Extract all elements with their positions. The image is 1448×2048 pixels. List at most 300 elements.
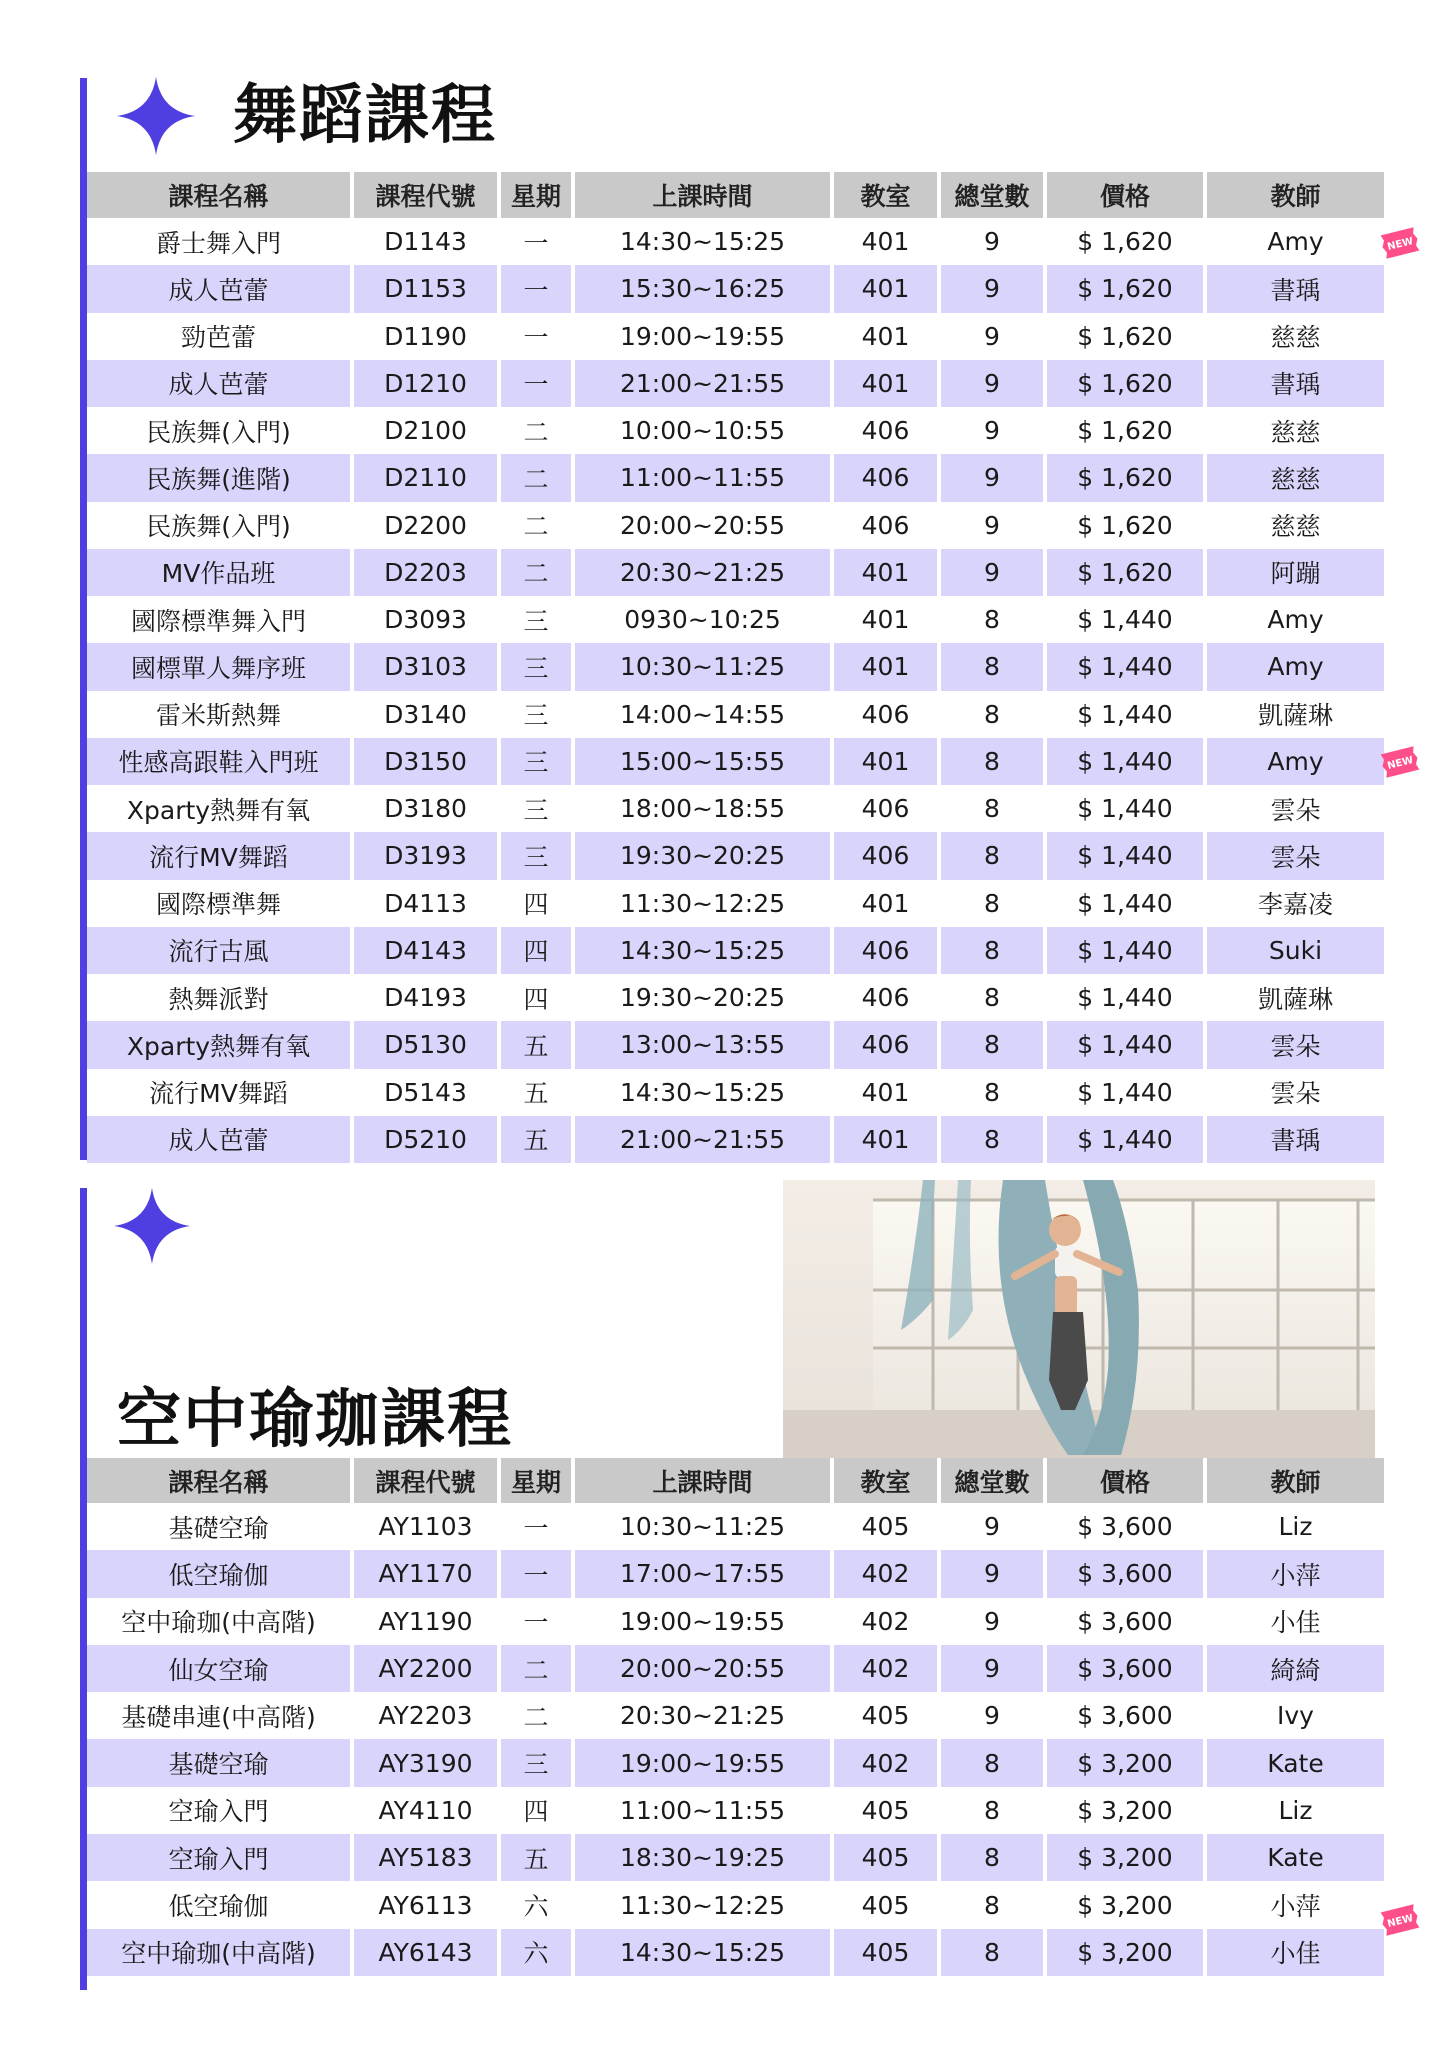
session-count-cell: 8 — [939, 1021, 1045, 1068]
weekday-cell: 二 — [499, 1692, 573, 1739]
class-time-cell: 14:30~15:25 — [573, 1069, 832, 1116]
table-row — [87, 407, 1384, 454]
class-time-cell: 10:00~10:55 — [573, 407, 832, 454]
classroom-cell: 406 — [832, 454, 939, 501]
course-name-cell: 仙女空瑜 — [87, 1645, 352, 1692]
column-header-price: 價格 — [1045, 172, 1205, 218]
classroom-cell: 402 — [832, 1598, 939, 1645]
course-name-cell: 流行古風 — [87, 927, 352, 974]
price-cell: $ 3,600 — [1045, 1645, 1205, 1692]
course-code-cell: D1153 — [352, 265, 499, 312]
class-time-cell: 14:00~14:55 — [573, 691, 832, 738]
teacher-cell: Kate — [1205, 1739, 1384, 1786]
teacher-cell: 慈慈 — [1205, 454, 1384, 501]
course-code-cell: AY5183 — [352, 1834, 499, 1881]
session-count-cell: 9 — [939, 454, 1045, 501]
session-count-cell: 8 — [939, 927, 1045, 974]
table-row — [87, 1692, 1384, 1739]
table-row — [87, 502, 1384, 549]
teacher-cell: Liz — [1205, 1787, 1384, 1834]
column-header-price: 價格 — [1045, 1458, 1205, 1503]
teacher-cell: 書瑀 — [1205, 265, 1384, 312]
classroom-cell: 406 — [832, 832, 939, 879]
weekday-cell: 二 — [499, 502, 573, 549]
session-count-cell: 8 — [939, 785, 1045, 832]
course-code-cell: D3093 — [352, 596, 499, 643]
price-cell: $ 1,440 — [1045, 1069, 1205, 1116]
class-time-cell: 21:00~21:55 — [573, 1116, 832, 1163]
new-badge-text: NEW — [1386, 1912, 1415, 1930]
course-name-cell: 基礎空瑜 — [87, 1739, 352, 1786]
teacher-cell: Kate — [1205, 1834, 1384, 1881]
course-code-cell: D1143 — [352, 218, 499, 265]
classroom-cell: 406 — [832, 927, 939, 974]
session-count-cell: 8 — [939, 1881, 1045, 1928]
price-cell: $ 1,440 — [1045, 880, 1205, 927]
table-row — [87, 1550, 1384, 1597]
weekday-cell: 五 — [499, 1116, 573, 1163]
class-time-cell: 21:00~21:55 — [573, 360, 832, 407]
course-code-cell: D3103 — [352, 643, 499, 690]
course-name-cell: 民族舞(入門) — [87, 502, 352, 549]
class-time-cell: 13:00~13:55 — [573, 1021, 832, 1068]
classroom-cell: 401 — [832, 313, 939, 360]
session-count-cell: 8 — [939, 1069, 1045, 1116]
course-name-cell: 空瑜入門 — [87, 1834, 352, 1881]
price-cell: $ 1,620 — [1045, 313, 1205, 360]
price-cell: $ 1,440 — [1045, 596, 1205, 643]
course-name-cell: 成人芭蕾 — [87, 360, 352, 407]
course-name-cell: 勁芭蕾 — [87, 313, 352, 360]
table-row — [87, 1787, 1384, 1834]
weekday-cell: 一 — [499, 313, 573, 360]
column-header-time: 上課時間 — [573, 172, 832, 218]
table-row — [87, 1834, 1384, 1881]
diamond-icon — [117, 77, 195, 155]
class-time-cell: 10:30~11:25 — [573, 1503, 832, 1550]
course-name-cell: 爵士舞入門 — [87, 218, 352, 265]
column-header-name: 課程名稱 — [87, 172, 352, 218]
price-cell: $ 1,620 — [1045, 218, 1205, 265]
class-time-cell: 20:30~21:25 — [573, 549, 832, 596]
weekday-cell: 三 — [499, 691, 573, 738]
teacher-cell: Liz — [1205, 1503, 1384, 1550]
weekday-cell: 二 — [499, 407, 573, 454]
course-name-cell: 空中瑜珈(中高階) — [87, 1929, 352, 1976]
session-count-cell: 8 — [939, 691, 1045, 738]
weekday-cell: 一 — [499, 1598, 573, 1645]
column-header-code: 課程代號 — [352, 172, 499, 218]
session-count-cell: 9 — [939, 360, 1045, 407]
teacher-cell: 雲朵 — [1205, 1069, 1384, 1116]
classroom-cell: 402 — [832, 1550, 939, 1597]
new-badge-icon — [1380, 1904, 1420, 1936]
course-code-cell: AY1103 — [352, 1503, 499, 1550]
table-row — [87, 1645, 1384, 1692]
course-code-cell: AY4110 — [352, 1787, 499, 1834]
price-cell: $ 1,440 — [1045, 738, 1205, 785]
teacher-cell: 李嘉凌 — [1205, 880, 1384, 927]
dance-section-accent-bar — [80, 78, 87, 1160]
price-cell: $ 1,620 — [1045, 360, 1205, 407]
classroom-cell: 405 — [832, 1881, 939, 1928]
price-cell: $ 3,600 — [1045, 1550, 1205, 1597]
table-header-row — [87, 172, 1384, 218]
course-name-cell: 流行MV舞蹈 — [87, 832, 352, 879]
price-cell: $ 1,440 — [1045, 1021, 1205, 1068]
course-name-cell: 民族舞(入門) — [87, 407, 352, 454]
teacher-cell: 凱薩琳 — [1205, 974, 1384, 1021]
session-count-cell: 8 — [939, 974, 1045, 1021]
table-row — [87, 1116, 1384, 1163]
weekday-cell: 一 — [499, 265, 573, 312]
weekday-cell: 六 — [499, 1881, 573, 1928]
price-cell: $ 1,620 — [1045, 265, 1205, 312]
class-time-cell: 14:30~15:25 — [573, 1929, 832, 1976]
classroom-cell: 401 — [832, 218, 939, 265]
course-code-cell: AY2200 — [352, 1645, 499, 1692]
price-cell: $ 1,440 — [1045, 785, 1205, 832]
yoga-course-table — [87, 1458, 1384, 1976]
course-code-cell: D4113 — [352, 880, 499, 927]
course-code-cell: AY1170 — [352, 1550, 499, 1597]
price-cell: $ 1,440 — [1045, 1116, 1205, 1163]
course-code-cell: D3150 — [352, 738, 499, 785]
teacher-cell: 小佳 — [1205, 1598, 1384, 1645]
session-count-cell: 9 — [939, 1503, 1045, 1550]
column-header-teacher: 教師 — [1205, 172, 1384, 218]
course-code-cell: D2100 — [352, 407, 499, 454]
class-time-cell: 18:30~19:25 — [573, 1834, 832, 1881]
course-code-cell: D3140 — [352, 691, 499, 738]
weekday-cell: 三 — [499, 832, 573, 879]
course-name-cell: 流行MV舞蹈 — [87, 1069, 352, 1116]
column-header-teacher: 教師 — [1205, 1458, 1384, 1503]
course-code-cell: D2110 — [352, 454, 499, 501]
weekday-cell: 二 — [499, 454, 573, 501]
teacher-cell: 小萍 — [1205, 1550, 1384, 1597]
classroom-cell: 401 — [832, 1116, 939, 1163]
teacher-cell: Ivy — [1205, 1692, 1384, 1739]
weekday-cell: 一 — [499, 218, 573, 265]
session-count-cell: 9 — [939, 1692, 1045, 1739]
table-row — [87, 927, 1384, 974]
classroom-cell: 406 — [832, 407, 939, 454]
weekday-cell: 四 — [499, 1787, 573, 1834]
teacher-cell: 慈慈 — [1205, 502, 1384, 549]
column-header-room: 教室 — [832, 1458, 939, 1503]
teacher-cell: Amy — [1205, 596, 1384, 643]
price-cell: $ 1,440 — [1045, 927, 1205, 974]
course-code-cell: AY3190 — [352, 1739, 499, 1786]
column-header-code: 課程代號 — [352, 1458, 499, 1503]
class-time-cell: 14:30~15:25 — [573, 218, 832, 265]
session-count-cell: 9 — [939, 407, 1045, 454]
teacher-cell: 阿蹦 — [1205, 549, 1384, 596]
dance-section-title: 舞蹈課程 — [233, 79, 497, 153]
course-code-cell: D5143 — [352, 1069, 499, 1116]
teacher-cell: 小萍 — [1205, 1881, 1384, 1928]
price-cell: $ 1,620 — [1045, 549, 1205, 596]
price-cell: $ 1,440 — [1045, 643, 1205, 690]
class-time-cell: 11:00~11:55 — [573, 1787, 832, 1834]
table-row — [87, 1739, 1384, 1786]
weekday-cell: 五 — [499, 1834, 573, 1881]
classroom-cell: 405 — [832, 1834, 939, 1881]
weekday-cell: 五 — [499, 1021, 573, 1068]
session-count-cell: 9 — [939, 502, 1045, 549]
course-code-cell: AY6113 — [352, 1881, 499, 1928]
weekday-cell: 一 — [499, 1503, 573, 1550]
new-badge-text: NEW — [1386, 754, 1415, 772]
course-name-cell: 性感高跟鞋入門班 — [87, 738, 352, 785]
classroom-cell: 406 — [832, 785, 939, 832]
classroom-cell: 401 — [832, 738, 939, 785]
weekday-cell: 四 — [499, 927, 573, 974]
class-time-cell: 11:30~12:25 — [573, 1881, 832, 1928]
table-row — [87, 1503, 1384, 1550]
weekday-cell: 一 — [499, 1550, 573, 1597]
class-time-cell: 20:00~20:55 — [573, 1645, 832, 1692]
weekday-cell: 二 — [499, 549, 573, 596]
course-name-cell: 雷米斯熱舞 — [87, 691, 352, 738]
session-count-cell: 9 — [939, 218, 1045, 265]
session-count-cell: 9 — [939, 265, 1045, 312]
class-time-cell: 19:00~19:55 — [573, 313, 832, 360]
class-time-cell: 14:30~15:25 — [573, 927, 832, 974]
teacher-cell: 雲朵 — [1205, 1021, 1384, 1068]
teacher-cell: Amy — [1205, 218, 1384, 265]
teacher-cell: 雲朵 — [1205, 785, 1384, 832]
weekday-cell: 四 — [499, 880, 573, 927]
classroom-cell: 406 — [832, 502, 939, 549]
table-row — [87, 1069, 1384, 1116]
course-code-cell: AY1190 — [352, 1598, 499, 1645]
classroom-cell: 405 — [832, 1692, 939, 1739]
session-count-cell: 9 — [939, 1645, 1045, 1692]
teacher-cell: Amy — [1205, 738, 1384, 785]
classroom-cell: 401 — [832, 643, 939, 690]
table-row — [87, 1881, 1384, 1928]
table-row — [87, 974, 1384, 1021]
price-cell: $ 3,600 — [1045, 1503, 1205, 1550]
class-time-cell: 19:00~19:55 — [573, 1739, 832, 1786]
table-row — [87, 832, 1384, 879]
classroom-cell: 401 — [832, 880, 939, 927]
course-name-cell: 低空瑜伽 — [87, 1881, 352, 1928]
course-name-cell: 熱舞派對 — [87, 974, 352, 1021]
course-name-cell: 成人芭蕾 — [87, 265, 352, 312]
course-name-cell: Xparty熱舞有氧 — [87, 785, 352, 832]
session-count-cell: 8 — [939, 832, 1045, 879]
course-code-cell: D3180 — [352, 785, 499, 832]
column-header-name: 課程名稱 — [87, 1458, 352, 1503]
weekday-cell: 四 — [499, 974, 573, 1021]
column-header-room: 教室 — [832, 172, 939, 218]
classroom-cell: 401 — [832, 549, 939, 596]
course-code-cell: D1190 — [352, 313, 499, 360]
weekday-cell: 三 — [499, 785, 573, 832]
class-time-cell: 11:00~11:55 — [573, 454, 832, 501]
course-name-cell: Xparty熱舞有氧 — [87, 1021, 352, 1068]
classroom-cell: 406 — [832, 1021, 939, 1068]
session-count-cell: 8 — [939, 596, 1045, 643]
aerial-yoga-photo — [783, 1180, 1375, 1458]
classroom-cell: 405 — [832, 1929, 939, 1976]
weekday-cell: 三 — [499, 596, 573, 643]
course-name-cell: 成人芭蕾 — [87, 1116, 352, 1163]
price-cell: $ 3,600 — [1045, 1598, 1205, 1645]
table-header-row — [87, 1458, 1384, 1503]
course-code-cell: D1210 — [352, 360, 499, 407]
classroom-cell: 406 — [832, 691, 939, 738]
course-name-cell: 民族舞(進階) — [87, 454, 352, 501]
price-cell: $ 3,600 — [1045, 1692, 1205, 1739]
teacher-cell: 綺綺 — [1205, 1645, 1384, 1692]
price-cell: $ 3,200 — [1045, 1787, 1205, 1834]
teacher-cell: 慈慈 — [1205, 407, 1384, 454]
table-row — [87, 1929, 1384, 1976]
course-code-cell: D4143 — [352, 927, 499, 974]
new-badge-icon — [1380, 746, 1420, 778]
column-header-weekday: 星期 — [499, 172, 573, 218]
table-row — [87, 596, 1384, 643]
teacher-cell: Amy — [1205, 643, 1384, 690]
classroom-cell: 406 — [832, 974, 939, 1021]
course-code-cell: D2203 — [352, 549, 499, 596]
class-time-cell: 19:30~20:25 — [573, 974, 832, 1021]
classroom-cell: 402 — [832, 1739, 939, 1786]
table-row — [87, 360, 1384, 407]
classroom-cell: 401 — [832, 360, 939, 407]
course-name-cell: 低空瑜伽 — [87, 1550, 352, 1597]
yoga-section-accent-bar — [80, 1188, 87, 1990]
session-count-cell: 9 — [939, 1598, 1045, 1645]
price-cell: $ 3,200 — [1045, 1881, 1205, 1928]
weekday-cell: 三 — [499, 738, 573, 785]
course-name-cell: MV作品班 — [87, 549, 352, 596]
teacher-cell: 雲朵 — [1205, 832, 1384, 879]
session-count-cell: 8 — [939, 643, 1045, 690]
classroom-cell: 405 — [832, 1503, 939, 1550]
table-row — [87, 785, 1384, 832]
weekday-cell: 二 — [499, 1645, 573, 1692]
diamond-icon — [114, 1188, 190, 1264]
table-row — [87, 454, 1384, 501]
course-code-cell: AY2203 — [352, 1692, 499, 1739]
course-name-cell: 國際標準舞入門 — [87, 596, 352, 643]
price-cell: $ 1,620 — [1045, 454, 1205, 501]
course-code-cell: D4193 — [352, 974, 499, 1021]
table-row — [87, 1021, 1384, 1068]
session-count-cell: 8 — [939, 880, 1045, 927]
price-cell: $ 3,200 — [1045, 1929, 1205, 1976]
table-row — [87, 549, 1384, 596]
classroom-cell: 401 — [832, 265, 939, 312]
class-time-cell: 18:00~18:55 — [573, 785, 832, 832]
class-time-cell: 11:30~12:25 — [573, 880, 832, 927]
teacher-cell: 小佳 — [1205, 1929, 1384, 1976]
classroom-cell: 405 — [832, 1787, 939, 1834]
table-row — [87, 313, 1384, 360]
yoga-section-title: 空中瑜珈課程 — [117, 1383, 513, 1457]
session-count-cell: 8 — [939, 1739, 1045, 1786]
teacher-cell: 書瑀 — [1205, 360, 1384, 407]
class-time-cell: 15:30~16:25 — [573, 265, 832, 312]
price-cell: $ 1,440 — [1045, 832, 1205, 879]
weekday-cell: 六 — [499, 1929, 573, 1976]
session-count-cell: 9 — [939, 1550, 1045, 1597]
weekday-cell: 三 — [499, 643, 573, 690]
class-time-cell: 10:30~11:25 — [573, 643, 832, 690]
course-code-cell: AY6143 — [352, 1929, 499, 1976]
class-time-cell: 17:00~17:55 — [573, 1550, 832, 1597]
weekday-cell: 一 — [499, 360, 573, 407]
table-row — [87, 218, 1384, 265]
column-header-time: 上課時間 — [573, 1458, 832, 1503]
column-header-weekday: 星期 — [499, 1458, 573, 1503]
price-cell: $ 1,440 — [1045, 974, 1205, 1021]
price-cell: $ 3,200 — [1045, 1739, 1205, 1786]
classroom-cell: 401 — [832, 1069, 939, 1116]
class-time-cell: 15:00~15:55 — [573, 738, 832, 785]
table-row — [87, 643, 1384, 690]
dance-course-table — [87, 172, 1384, 1163]
teacher-cell: 慈慈 — [1205, 313, 1384, 360]
session-count-cell: 8 — [939, 738, 1045, 785]
price-cell: $ 1,620 — [1045, 407, 1205, 454]
table-row — [87, 738, 1384, 785]
classroom-cell: 402 — [832, 1645, 939, 1692]
course-code-cell: D5210 — [352, 1116, 499, 1163]
table-row — [87, 691, 1384, 738]
course-code-cell: D2200 — [352, 502, 499, 549]
class-time-cell: 20:00~20:55 — [573, 502, 832, 549]
class-time-cell: 0930~10:25 — [573, 596, 832, 643]
teacher-cell: 凱薩琳 — [1205, 691, 1384, 738]
session-count-cell: 8 — [939, 1116, 1045, 1163]
course-name-cell: 基礎串連(中高階) — [87, 1692, 352, 1739]
price-cell: $ 1,440 — [1045, 691, 1205, 738]
class-time-cell: 20:30~21:25 — [573, 1692, 832, 1739]
course-code-cell: D5130 — [352, 1021, 499, 1068]
teacher-cell: Suki — [1205, 927, 1384, 974]
table-row — [87, 1598, 1384, 1645]
course-name-cell: 國標單人舞序班 — [87, 643, 352, 690]
class-time-cell: 19:30~20:25 — [573, 832, 832, 879]
course-code-cell: D3193 — [352, 832, 499, 879]
course-name-cell: 空瑜入門 — [87, 1787, 352, 1834]
course-name-cell: 國際標準舞 — [87, 880, 352, 927]
session-count-cell: 8 — [939, 1787, 1045, 1834]
session-count-cell: 9 — [939, 313, 1045, 360]
classroom-cell: 401 — [832, 596, 939, 643]
weekday-cell: 五 — [499, 1069, 573, 1116]
session-count-cell: 8 — [939, 1834, 1045, 1881]
course-name-cell: 基礎空瑜 — [87, 1503, 352, 1550]
teacher-cell: 書瑀 — [1205, 1116, 1384, 1163]
session-count-cell: 9 — [939, 549, 1045, 596]
course-name-cell: 空中瑜珈(中高階) — [87, 1598, 352, 1645]
class-time-cell: 19:00~19:55 — [573, 1598, 832, 1645]
new-badge-text: NEW — [1386, 235, 1415, 253]
table-row — [87, 265, 1384, 312]
price-cell: $ 1,620 — [1045, 502, 1205, 549]
new-badge-icon — [1380, 227, 1420, 259]
table-row — [87, 880, 1384, 927]
column-header-sessions: 總堂數 — [939, 172, 1045, 218]
price-cell: $ 3,200 — [1045, 1834, 1205, 1881]
